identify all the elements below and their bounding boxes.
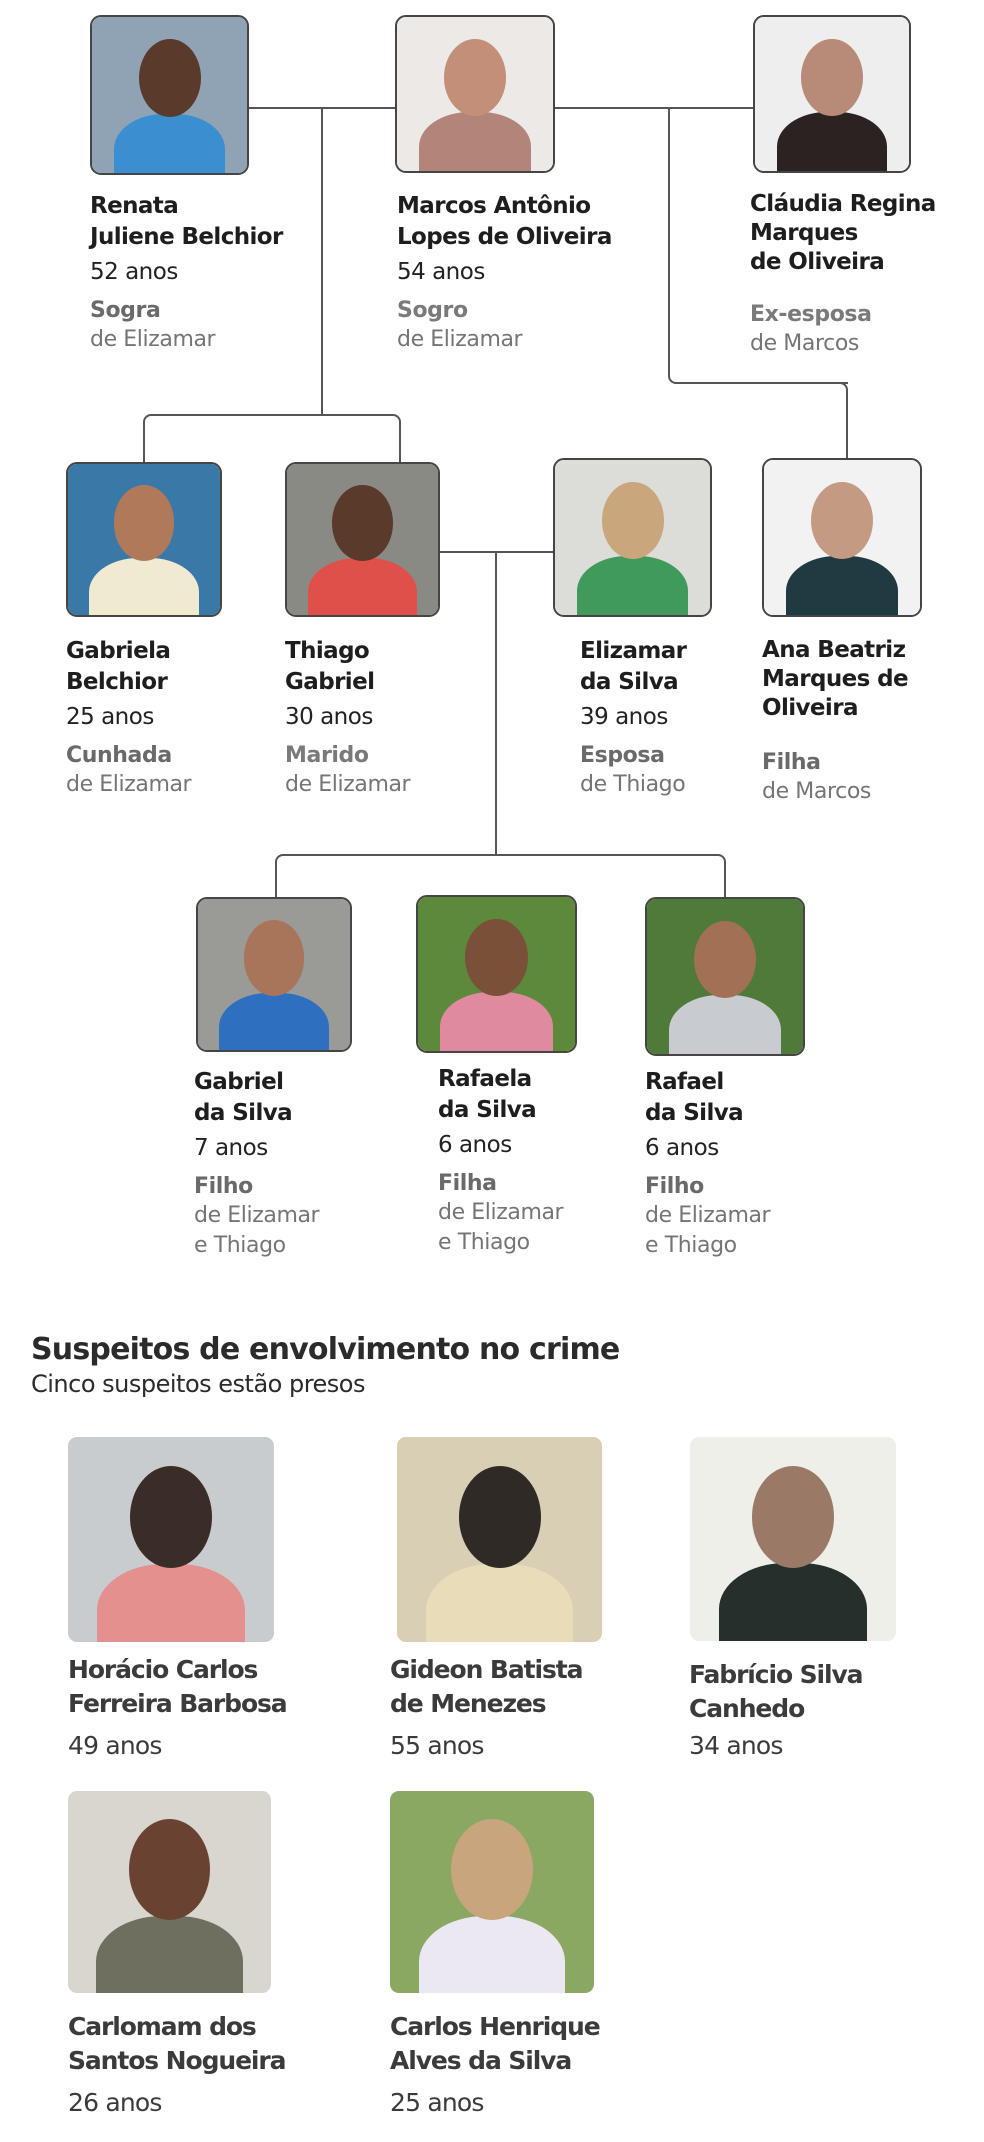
- suspect-name: Canhedo: [689, 1694, 805, 1723]
- member-renata: [90, 191, 283, 355]
- member-age: 6 anos: [438, 1132, 512, 1158]
- portrait-head-shape: [451, 1819, 533, 1920]
- portrait-head-shape: [444, 39, 506, 116]
- member-relation: e Thiago: [194, 1233, 286, 1258]
- member-role: Filha: [438, 1171, 497, 1196]
- member-gabriel: [194, 1067, 319, 1261]
- portrait-placeholder: [690, 1437, 896, 1641]
- member-relation: de Elizamar: [66, 772, 192, 797]
- portrait-placeholder: [287, 464, 438, 615]
- member-role: Filha: [762, 750, 821, 775]
- member-relation: e Thiago: [645, 1233, 737, 1258]
- photo-suspect-horacio: [68, 1437, 274, 1642]
- suspect-name: Alves da Silva: [390, 2046, 572, 2075]
- member-rafael: [645, 1067, 770, 1261]
- suspect-age: 34 anos: [689, 1731, 783, 1760]
- member-role: Marido: [285, 743, 369, 768]
- member-name: Marcos Antônio: [397, 193, 591, 219]
- member-name: Renata: [90, 193, 179, 219]
- portrait-body-shape: [419, 112, 531, 173]
- member-gabriela: [66, 636, 191, 800]
- portrait-head-shape: [465, 919, 528, 996]
- portrait-placeholder: [390, 1791, 594, 1993]
- portrait-head-shape: [244, 920, 305, 996]
- portrait-head-shape: [694, 921, 756, 999]
- member-age: 7 anos: [194, 1135, 268, 1161]
- connector-children-stem: [495, 551, 497, 856]
- member-relation: de Marcos: [750, 331, 859, 356]
- portrait-placeholder: [397, 1437, 602, 1642]
- suspect-fabricio: [689, 1658, 862, 1763]
- suspect-age: 55 anos: [390, 1731, 484, 1760]
- suspect-name: Gideon Batista: [390, 1655, 583, 1684]
- member-name: Oliveira: [762, 695, 858, 721]
- member-name: da Silva: [580, 669, 679, 695]
- photo-suspect-carlos: [390, 1791, 594, 1993]
- member-thiago: [285, 636, 410, 800]
- suspect-age: 49 anos: [68, 1731, 162, 1760]
- member-marcos: [397, 191, 612, 355]
- member-name: Elizamar: [580, 638, 687, 664]
- portrait-head-shape: [602, 482, 664, 560]
- member-relation: de Elizamar: [90, 327, 216, 352]
- photo-rafaela: [416, 895, 577, 1053]
- member-age: 39 anos: [580, 704, 668, 730]
- member-role: Filho: [194, 1174, 253, 1199]
- portrait-placeholder: [397, 17, 553, 171]
- portrait-placeholder: [647, 899, 803, 1054]
- portrait-head-shape: [139, 39, 201, 117]
- member-role: Ex-esposa: [750, 302, 872, 327]
- member-claudia: [750, 190, 936, 359]
- portrait-head-shape: [801, 39, 863, 116]
- suspect-name: Ferreira Barbosa: [68, 1689, 287, 1718]
- portrait-placeholder: [755, 17, 909, 171]
- member-role: Filho: [645, 1174, 704, 1199]
- portrait-placeholder: [764, 460, 920, 615]
- member-relation: e Thiago: [438, 1230, 530, 1255]
- photo-gabriela: [66, 462, 222, 617]
- portrait-head-shape: [459, 1466, 541, 1569]
- member-name: Gabriel: [194, 1069, 284, 1095]
- photo-suspect-fabricio: [690, 1437, 896, 1641]
- member-name: Lopes de Oliveira: [397, 224, 612, 250]
- member-relation: de Marcos: [762, 779, 871, 804]
- portrait-placeholder: [68, 464, 220, 615]
- photo-thiago: [285, 462, 440, 617]
- member-name: Marques de: [762, 666, 908, 692]
- portrait-placeholder: [555, 460, 710, 615]
- suspect-age: 26 anos: [68, 2088, 162, 2117]
- portrait-placeholder: [92, 17, 247, 173]
- portrait-head-shape: [130, 1466, 212, 1569]
- member-relation: de Elizamar: [285, 772, 411, 797]
- portrait-placeholder: [198, 899, 350, 1050]
- suspect-name: Carlos Henrique: [390, 2012, 600, 2041]
- photo-suspect-gideon: [397, 1437, 602, 1642]
- suspect-name: Horácio Carlos: [68, 1655, 258, 1684]
- photo-rafael: [645, 897, 805, 1056]
- member-relation: de Elizamar: [645, 1203, 771, 1228]
- member-relation: de Elizamar: [397, 327, 523, 352]
- portrait-head-shape: [129, 1819, 210, 1920]
- portrait-body-shape: [419, 1916, 566, 1993]
- member-age: 30 anos: [285, 704, 373, 730]
- member-name: Ana Beatriz: [762, 637, 906, 663]
- member-elizamar: [580, 636, 686, 800]
- member-role: Cunhada: [66, 743, 172, 768]
- suspect-name: de Menezes: [390, 1689, 546, 1718]
- photo-gabriel: [196, 897, 352, 1052]
- portrait-head-shape: [332, 485, 392, 561]
- member-role: Esposa: [580, 743, 665, 768]
- portrait-body-shape: [97, 1564, 245, 1642]
- suspect-name: Fabrício Silva: [689, 1660, 863, 1689]
- member-age: 6 anos: [645, 1135, 719, 1161]
- portrait-body-shape: [786, 556, 898, 617]
- portrait-placeholder: [68, 1791, 271, 1993]
- member-name: Juliene Belchior: [90, 224, 283, 250]
- member-age: 25 anos: [66, 704, 154, 730]
- portrait-head-shape: [752, 1466, 834, 1568]
- member-name: Thiago: [285, 638, 370, 664]
- member-ana: [762, 636, 908, 807]
- portrait-body-shape: [577, 556, 689, 617]
- suspect-carlos: [390, 2010, 600, 2120]
- member-rafaela: [438, 1064, 563, 1258]
- connector-bracket-gabriela-thiago: [143, 414, 401, 462]
- member-name: Marques: [750, 220, 858, 246]
- member-name: Rafaela: [438, 1066, 532, 1092]
- photo-suspect-carlomam: [68, 1791, 271, 1993]
- member-relation: de Elizamar: [194, 1203, 320, 1228]
- portrait-body-shape: [777, 112, 888, 173]
- member-name: da Silva: [438, 1097, 537, 1123]
- photo-claudia: [753, 15, 911, 173]
- photo-elizamar: [553, 458, 712, 617]
- suspects-title: Suspeitos de envolvimento no crime: [31, 1332, 620, 1367]
- photo-marcos: [395, 15, 555, 173]
- member-name: Belchior: [66, 669, 168, 695]
- portrait-body-shape: [308, 558, 417, 617]
- portrait-head-shape: [114, 485, 175, 561]
- member-role: Sogro: [397, 298, 468, 323]
- suspect-name: Carlomam dos: [68, 2012, 256, 2041]
- suspect-age: 25 anos: [390, 2088, 484, 2117]
- member-role: Sogra: [90, 298, 161, 323]
- member-age: 52 anos: [90, 259, 178, 285]
- connector-to-ana-drop: [838, 382, 848, 459]
- portrait-body-shape: [426, 1564, 574, 1642]
- member-name: Cláudia Regina: [750, 191, 936, 217]
- member-relation: de Thiago: [580, 772, 686, 797]
- suspect-carlomam: [68, 2010, 285, 2120]
- portrait-head-shape: [811, 482, 873, 560]
- connector-renata-marcos-children-stem: [321, 107, 323, 416]
- suspect-name: Santos Nogueira: [68, 2046, 286, 2075]
- member-name: Gabriela: [66, 638, 171, 664]
- suspect-gideon: [390, 1653, 582, 1763]
- connector-bracket-children: [275, 854, 726, 897]
- portrait-body-shape: [219, 993, 328, 1052]
- portrait-body-shape: [89, 558, 198, 617]
- member-name: da Silva: [194, 1100, 293, 1126]
- member-name: Gabriel: [285, 669, 375, 695]
- member-age: 54 anos: [397, 259, 485, 285]
- portrait-body-shape: [114, 114, 226, 175]
- portrait-body-shape: [96, 1916, 242, 1993]
- photo-renata: [90, 15, 249, 175]
- portrait-body-shape: [719, 1563, 867, 1641]
- member-relation: de Elizamar: [438, 1200, 564, 1225]
- member-name: Rafael: [645, 1069, 724, 1095]
- photo-ana: [762, 458, 922, 617]
- member-name: de Oliveira: [750, 249, 885, 275]
- portrait-placeholder: [68, 1437, 274, 1642]
- portrait-placeholder: [418, 897, 575, 1051]
- suspects-subtitle: Cinco suspeitos estão presos: [31, 1370, 365, 1398]
- suspect-horacio: [68, 1653, 287, 1763]
- portrait-body-shape: [669, 995, 781, 1056]
- portrait-body-shape: [440, 992, 553, 1053]
- member-name: da Silva: [645, 1100, 744, 1126]
